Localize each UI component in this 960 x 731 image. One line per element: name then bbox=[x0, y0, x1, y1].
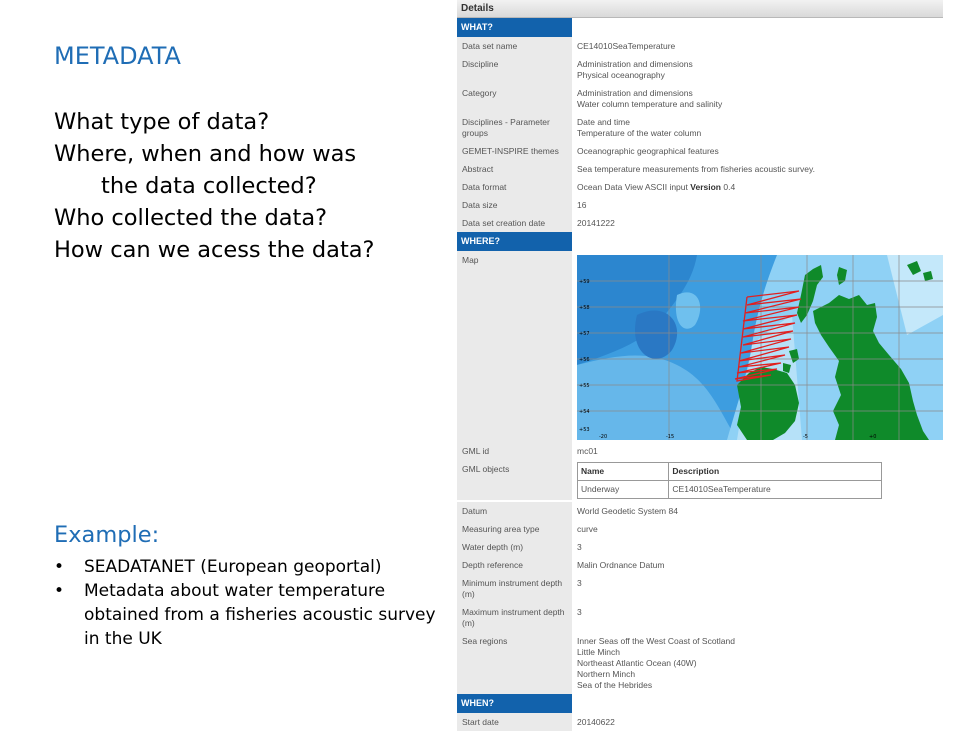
row-label: Abstract bbox=[457, 160, 572, 178]
bullet-icon: • bbox=[54, 581, 65, 601]
lon-tick: +0 bbox=[869, 434, 877, 440]
slide-title: METADATA bbox=[54, 42, 181, 70]
detail-row bbox=[457, 502, 943, 520]
bullet-item bbox=[54, 579, 454, 651]
row-label: Data size bbox=[457, 196, 572, 214]
row-label: Datum bbox=[457, 502, 572, 520]
detail-row bbox=[457, 178, 943, 196]
detail-row bbox=[457, 55, 943, 84]
row-label: GML objects bbox=[457, 460, 572, 500]
bullet-icon: • bbox=[54, 557, 65, 577]
map-image bbox=[577, 255, 943, 440]
question: the data collected? bbox=[101, 173, 317, 199]
question: What type of data? bbox=[54, 109, 270, 135]
detail-row bbox=[457, 196, 943, 214]
row-value: Administration and dimensions Physical oceanography bbox=[577, 59, 693, 80]
detail-row bbox=[457, 574, 943, 603]
row-value: Date and time Temperature of the water column bbox=[577, 117, 702, 138]
lat-tick: +59 bbox=[579, 279, 590, 285]
lon-tick: -15 bbox=[666, 434, 675, 440]
detail-row bbox=[457, 37, 943, 55]
example-bullets bbox=[54, 555, 454, 651]
row-value: 20141222 bbox=[577, 218, 615, 228]
detail-row bbox=[457, 113, 943, 142]
row-label: GML id bbox=[457, 442, 572, 460]
question: Who collected the data? bbox=[54, 205, 328, 231]
lon-tick: -5 bbox=[803, 434, 808, 440]
detail-row bbox=[457, 84, 943, 113]
detail-row bbox=[457, 142, 943, 160]
detail-row-map bbox=[457, 251, 943, 442]
detail-row bbox=[457, 520, 943, 538]
gml-objects-table bbox=[577, 462, 882, 499]
question-list bbox=[54, 106, 375, 266]
row-value: Inner Seas off the West Coast of Scotland Little Minch Northeast Atlantic Ocean (40W) Northern Minch Sea of the Hebrides bbox=[577, 636, 735, 690]
section-what: WHAT? bbox=[457, 18, 572, 37]
section-where: WHERE? bbox=[457, 232, 572, 251]
detail-row bbox=[457, 214, 943, 232]
details-panel bbox=[457, 0, 943, 727]
row-value: Administration and dimensions Water column temperature and salinity bbox=[577, 88, 723, 109]
detail-row bbox=[457, 460, 943, 502]
lat-tick: +57 bbox=[579, 331, 590, 337]
detail-row bbox=[457, 160, 943, 178]
table-header: Name bbox=[578, 463, 669, 481]
bullet-item bbox=[54, 555, 454, 579]
row-label: Water depth (m) bbox=[457, 538, 572, 556]
row-label: Minimum instrument depth (m) bbox=[457, 574, 572, 603]
row-label: Start date bbox=[457, 713, 572, 731]
row-value: 3 bbox=[577, 578, 582, 588]
bullet-text: SEADATANET (European geoportal) bbox=[84, 557, 382, 577]
row-label: Map bbox=[457, 251, 572, 442]
row-label: Data set name bbox=[457, 37, 572, 55]
detail-row bbox=[457, 632, 943, 694]
row-label: GEMET-INSPIRE themes bbox=[457, 142, 572, 160]
detail-row bbox=[457, 556, 943, 574]
row-value: Ocean Data View ASCII input Version 0.4 bbox=[577, 182, 736, 192]
row-label: Measuring area type bbox=[457, 520, 572, 538]
example-heading: Example: bbox=[54, 522, 160, 548]
row-label: Disciplines - Parameter groups bbox=[457, 113, 572, 142]
row-value: curve bbox=[577, 524, 598, 534]
question: Where, when and how was bbox=[54, 141, 357, 167]
detail-row bbox=[457, 713, 943, 731]
row-label: Data format bbox=[457, 178, 572, 196]
lat-tick: +53 bbox=[579, 427, 590, 433]
row-value: Malin Ordnance Datum bbox=[577, 560, 665, 570]
section-when: WHEN? bbox=[457, 694, 572, 713]
lat-tick: +55 bbox=[579, 383, 590, 389]
lat-tick: +58 bbox=[579, 305, 590, 311]
row-value: World Geodetic System 84 bbox=[577, 506, 678, 516]
row-value: 16 bbox=[577, 200, 587, 210]
row-label: Sea regions bbox=[457, 632, 572, 694]
detail-row bbox=[457, 603, 943, 632]
row-value: Sea temperature measurements from fisheries acoustic survey. bbox=[577, 164, 815, 174]
row-label: Maximum instrument depth (m) bbox=[457, 603, 572, 632]
table-header: Description bbox=[669, 463, 882, 481]
bullet-text: Metadata about water temperature obtained from a fisheries acoustic survey in the UK bbox=[84, 581, 436, 649]
row-value: mc01 bbox=[577, 446, 598, 456]
table-row: Underway CE14010SeaTemperature bbox=[578, 481, 882, 499]
row-value: 20140622 bbox=[577, 717, 615, 727]
panel-header: Details bbox=[457, 0, 943, 18]
row-label: Category bbox=[457, 84, 572, 113]
row-value: 3 bbox=[577, 542, 582, 552]
detail-row bbox=[457, 442, 943, 460]
row-value: CE14010SeaTemperature bbox=[577, 41, 676, 51]
row-value: 3 bbox=[577, 607, 582, 617]
lon-tick: -20 bbox=[599, 434, 608, 440]
row-label: Data set creation date bbox=[457, 214, 572, 232]
detail-row bbox=[457, 538, 943, 556]
row-label: Discipline bbox=[457, 55, 572, 84]
lat-tick: +54 bbox=[579, 409, 590, 415]
row-value: Oceanographic geographical features bbox=[577, 146, 719, 156]
question: How can we acess the data? bbox=[54, 237, 375, 263]
lat-tick: +56 bbox=[579, 357, 590, 363]
survey-map[interactable] bbox=[577, 255, 943, 440]
row-label: Depth reference bbox=[457, 556, 572, 574]
